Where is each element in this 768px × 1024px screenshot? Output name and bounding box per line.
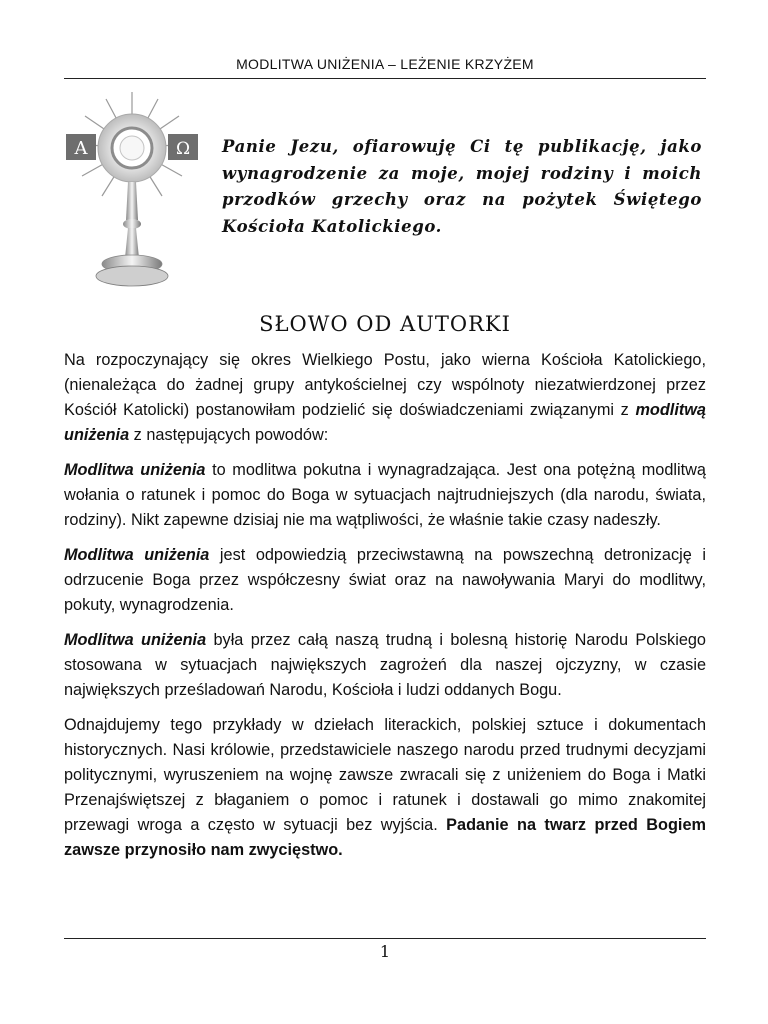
header-rule [64, 78, 706, 79]
paragraph-4: Modlitwa uniżenia była przez całą naszą trudną i bolesną historię Narodu Polskiego stosowana w sytuacjach największych zagrożeń dla naszej ojczyzny, w czasie największych prześladowań Narodu, Kościoła i ludzi oddanych Bogu. [64, 631, 706, 699]
page-number: 1 [379, 942, 391, 961]
section-title: SŁOWO OD AUTORKI [259, 312, 511, 336]
body-text [64, 348, 706, 873]
emphasis: Modlitwa uniżenia [64, 461, 206, 479]
emphasis: modlitwą uniżenia [64, 401, 706, 444]
bold-conclusion: Padanie na twarz przed Bogiem zawsze przynosiło nam zwycięstwo. [64, 816, 706, 859]
paragraph-2: Modlitwa uniżenia to modlitwa pokutna i wynagradzająca. Jest ona potężną modlitwą wołania o ratunek i pomoc do Boga w sytuacjach najtrudniejszych (dla narodu, świata, rodziny). Nikt zapewne dzisiaj nie ma wątpliwości, że właśnie takie czasy nadeszły. [64, 461, 706, 529]
paragraph-1: Na rozpoczynający się okres Wielkiego Postu, jako wierna Kościoła Katolickiego, (nienależąca do żadnej grupy antykościelnej czy wspólnoty niezatwierdzonej przez Kościół Katolicki) postanowiłam podzielić się doświadczeniami związanymi z modlitwą uniżenia z następujących powodów: [64, 351, 706, 444]
alpha-letter: A [74, 138, 88, 159]
omega-letter: Ω [175, 139, 191, 159]
running-header: MODLITWA UNIŻENIA – LEŻENIE KRZYŻEM [236, 56, 534, 72]
footer-rule [64, 938, 706, 939]
dedication-text: Panie Jezu, ofiarowuję Ci tę publikację, jako wynagrodzenie za moje, mojej rodziny i moich przodków grzechy oraz na pożytek Świętego Kościoła Katolickiego. [222, 137, 702, 236]
paragraph-3: Modlitwa uniżenia jest odpowiedzią przeciwstawną na powszechną detronizację i odrzucenie Boga przez współczesny świat oraz na nawoływania Maryi do modlitwy, pokuty, wynagrodzenia. [64, 546, 706, 614]
emphasis: Modlitwa uniżenia [64, 546, 210, 564]
monstrance-icon [62, 88, 202, 292]
paragraph-5: Odnajdujemy tego przykłady w dziełach literackich, polskiej sztuce i dokumentach historycznych. Nasi królowie, przedstawiciele naszego narodu przed trudnymi decyzjami politycznymi, wyruszeniem na wojnę zawsze zwracali się z uniżeniem do Boga i Matki Przenajświętszej z błaganiem o pomoc i ratunek i dostawali go mimo znakomitej przewagi wroga a często w sytuacji bez wyjścia. Padanie na twarz przed Bogiem zawsze przynosiło nam zwycięstwo. [64, 716, 706, 859]
emphasis: Modlitwa uniżenia [64, 631, 207, 649]
